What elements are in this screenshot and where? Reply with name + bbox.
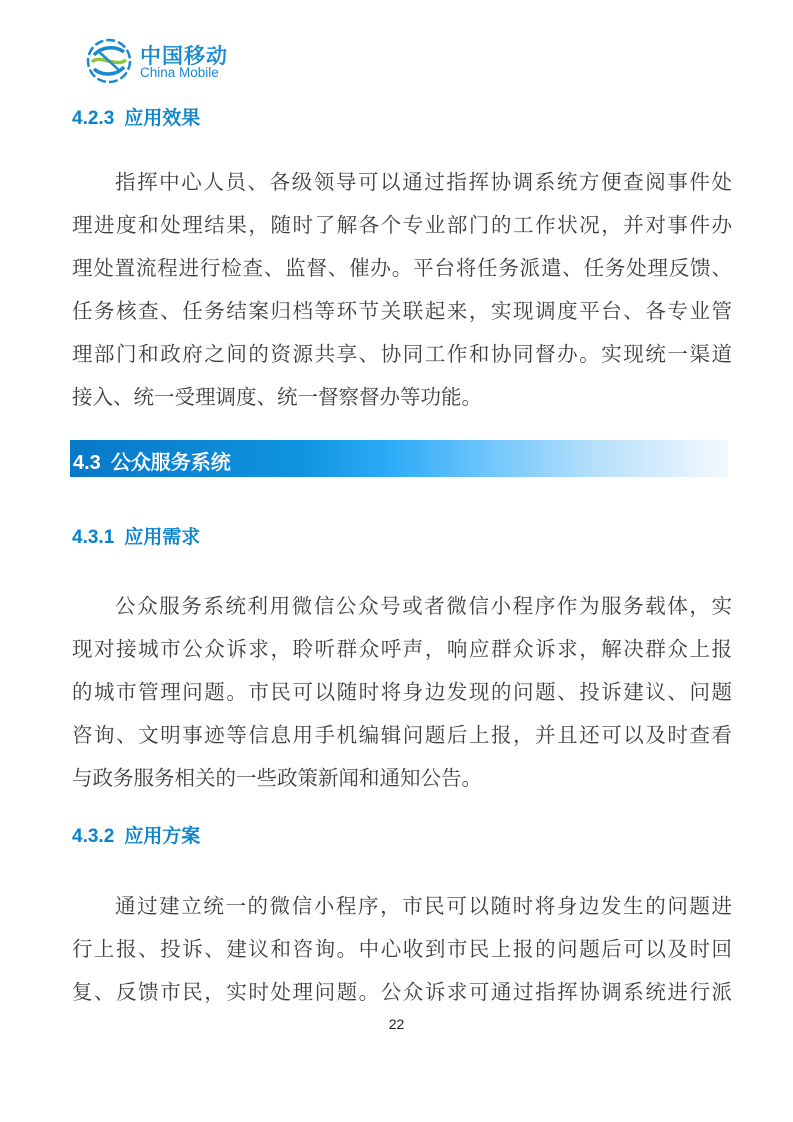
text-line: 通过建立统一的微信小程序，市民可以随时将身边发生的问题进	[115, 894, 732, 918]
text-line: 咨询、文明事迹等信息用手机编辑问题后上报，并且还可以及时查看	[72, 723, 732, 747]
section-number: 4.3	[73, 452, 101, 474]
text-line: 理处置流程进行检查、监督、催办。平台将任务派遣、任务处理反馈、	[72, 256, 732, 280]
logo-name-cn: 中国移动	[140, 44, 228, 68]
text-line: 的城市管理问题。市民可以随时将身边发现的问题、投诉建议、问题	[72, 680, 732, 704]
paragraph-4-3-1	[72, 585, 732, 800]
text-line: 指挥中心人员、各级领导可以通过指挥协调系统方便查阅事件处	[115, 170, 732, 194]
text-line: 与政务服务相关的一些政策新闻和通知公告。	[72, 766, 482, 790]
section-title: 应用方案	[124, 825, 201, 847]
logo-name-en: China Mobile	[140, 65, 219, 80]
china-mobile-logo-icon	[86, 38, 132, 84]
section-heading-4-2-3	[72, 103, 200, 130]
section-heading-4-3-1	[72, 522, 200, 549]
section-number: 4.3.1	[72, 527, 115, 548]
section-title: 应用效果	[124, 107, 201, 129]
text-line: 理进度和处理结果，随时了解各个专业部门的工作状况，并对事件办	[72, 213, 732, 237]
section-title: 应用需求	[124, 526, 201, 548]
text-line: 任务核查、任务结案归档等环节关联起来，实现调度平台、各专业管	[72, 299, 732, 323]
text-line: 理部门和政府之间的资源共享、协同工作和协同督办。实现统一渠道	[72, 342, 732, 366]
section-number: 4.2.3	[72, 108, 115, 129]
text-line: 复、反馈市民，实时处理问题。公众诉求可通过指挥协调系统进行派	[72, 980, 732, 1004]
section-title: 公众服务系统	[110, 450, 231, 474]
paragraph-4-3-2	[72, 885, 732, 1014]
text-line: 接入、统一受理调度、统一督察督办等功能。	[72, 385, 482, 409]
banner-title	[73, 446, 231, 475]
china-mobile-logo	[86, 36, 236, 86]
text-line: 公众服务系统利用微信公众号或者微信小程序作为服务载体，实	[115, 594, 732, 618]
section-number: 4.3.2	[72, 826, 115, 847]
section-banner-4-3	[70, 440, 728, 477]
section-heading-4-3-2	[72, 821, 200, 848]
text-line: 行上报、投诉、建议和咨询。中心收到市民上报的问题后可以及时回	[72, 937, 732, 961]
text-line: 现对接城市公众诉求，聆听群众呼声，响应群众诉求，解决群众上报	[72, 637, 732, 661]
paragraph-4-2-3	[72, 161, 732, 419]
page-number: 22	[388, 1016, 405, 1032]
